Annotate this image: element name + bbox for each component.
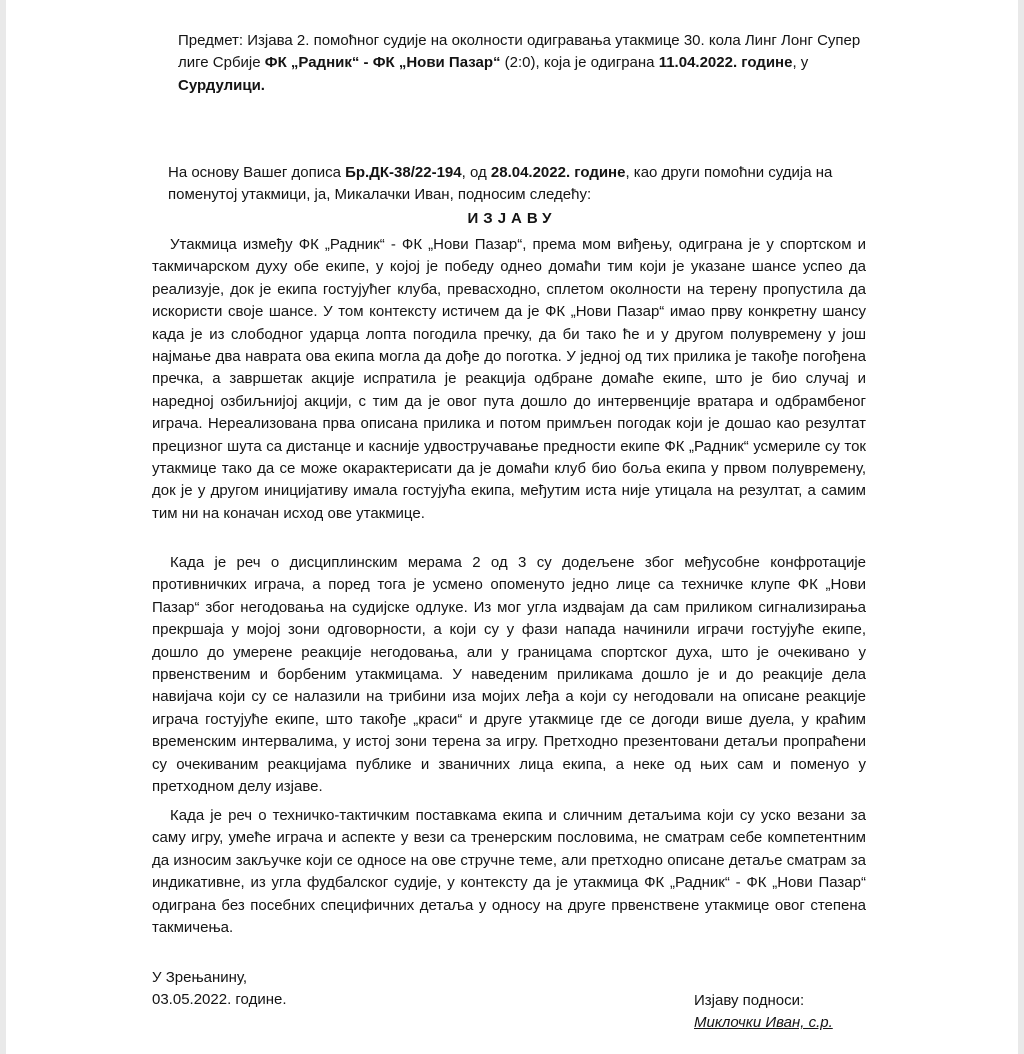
paragraph-1-text: Утакмица између ФК „Радник“ - ФК „Нови Пазар“, према мом виђењу, одиграна је у спортском и такмичарском духу обе екипе, у којој је победу однео домаћи тим који је указане шансе успео да реализује, док је екипа гостујућег клуба, превасходно, сплетом околности на терену пропустила да искористи своје шансе. У том контексту истичем да је ФК „Нови Пазар“ имао прву конкретну шансу када је из слободног ударца лопта погодила пречку, да би тако ће и у другом полувремену у још најмање два наврата ова екипа могла да дође до поготка. У једној од тих прилика је такође погођена пречка, а завршетак акције испратила је реакција одбране домаће екипе, што је био случај и наредној озбиљнијој акцији, с тим да је овог пута дошло до интервенције вратара и одбрамбеног играча. Нереализована прва описана прилика и потом примљен погодак који је дошао као резултат прецизног шута са дистанце и касније удвостручавање предности екипе ФК „Радник“ усмериле су ток утакмице тако да се може окарактерисати да је домаћи клуб био боља екипа у првом полувремену, док је у другом иницијативу имала гостујућа екипа, међутим иста није утицала на резултат, а самим тим ни на коначан исход ове утакмице. bbox=[152, 236, 866, 522]
signature-block bbox=[694, 990, 833, 1034]
submitted-by-label: Изјаву подноси: bbox=[694, 992, 805, 1009]
subject-match: ФК „Радник“ - ФК „Нови Пазар“ bbox=[264, 54, 501, 72]
subject-line bbox=[178, 30, 868, 97]
intro-reference: Бр.ДК-38/22-194 bbox=[345, 164, 462, 181]
intro-reference-date: 28.04.2022. године bbox=[490, 164, 626, 181]
page-left-edge bbox=[0, 0, 6, 1054]
subject-place: Сурдулици. bbox=[178, 76, 265, 94]
intro-part3: , као други помоћни судија на поменутој утакмици, ја, Микалачки Иван, подносим следећу: bbox=[168, 164, 833, 204]
place-and-date bbox=[152, 967, 287, 1011]
document-title: ИЗЈАВУ bbox=[467, 210, 557, 227]
subject-date: 11.04.2022. године bbox=[658, 54, 793, 72]
page-right-edge bbox=[1018, 0, 1024, 1054]
subject-place-prefix: , у bbox=[792, 54, 809, 72]
footer-date: 03.05.2022. године. bbox=[152, 991, 287, 1008]
intro-part1: На основу Вашег дописа bbox=[168, 164, 346, 181]
footer-city: У Зрењанину, bbox=[152, 969, 248, 986]
paragraph-technical bbox=[152, 805, 866, 939]
intro-part2: , од bbox=[461, 164, 491, 181]
subject-score: (2:0), која је одиграна bbox=[500, 54, 659, 72]
intro-paragraph bbox=[168, 162, 868, 207]
paragraph-3-text: Када је реч о техничко-тактичким поставкама екипа и сличним детаљима који су уско везани за саму игру, умеће играча и аспекте у вези са тренерским пословима, не сматрам себе компетентним да износим закључке који се односе на ове стручне теме, али претходно описане детаље сматрам за индикативне, из угла фудбалског судије, у контексту да је утакмица ФК „Радник“ - ФК „Нови Пазар“ одиграна без посебних специфичних детаља у односу на друге првенствене утакмице овог степена такмичења. bbox=[152, 807, 866, 937]
subject-prefix: Предмет: Изјава 2. помоћног судије на околности одигравања утакмице 30. кола Линг Лонг Супер лиге Србије bbox=[178, 32, 861, 72]
signature-name: Миклочки Иван, с.р. bbox=[694, 1014, 833, 1031]
paragraph-discipline bbox=[152, 552, 866, 798]
paragraph-match-summary bbox=[152, 234, 866, 525]
paragraph-2-text: Када је реч о дисциплинским мерама 2 од 3 су додељене због међусобне конфротације противничких играча, а поред тога је усмено опоменуто једно лице са техничке клупе ФК „Нови Пазар“ због негодовања на судијске одлуке. Из мог угла издвајам да сам приликом сигнализирања прекршаја у мојој зони одговорности, а који су у фази напада начинили играчи гостујуће екипе, дошло до умерене реакције негодовања, али у границама спортског духа, што је очекивано у првенственим и борбеним утакмицама. У наведеним приликама дошло је и до реакције дела навијача који су се налазили на трибини иза мојих леђа а који су негодовали на описане реакције играча гостујуће екипе, што такође „краси“ и друге утакмице где се догоди више дуела, у краћим временским интервалима, у истој зони терена за игру. Претходно презентовани детаљи пропраћени су очекиваним реакцијама публике и званичних лица екипа, а неке од њих сам и поменуо у претходном делу изјаве. bbox=[152, 554, 866, 796]
